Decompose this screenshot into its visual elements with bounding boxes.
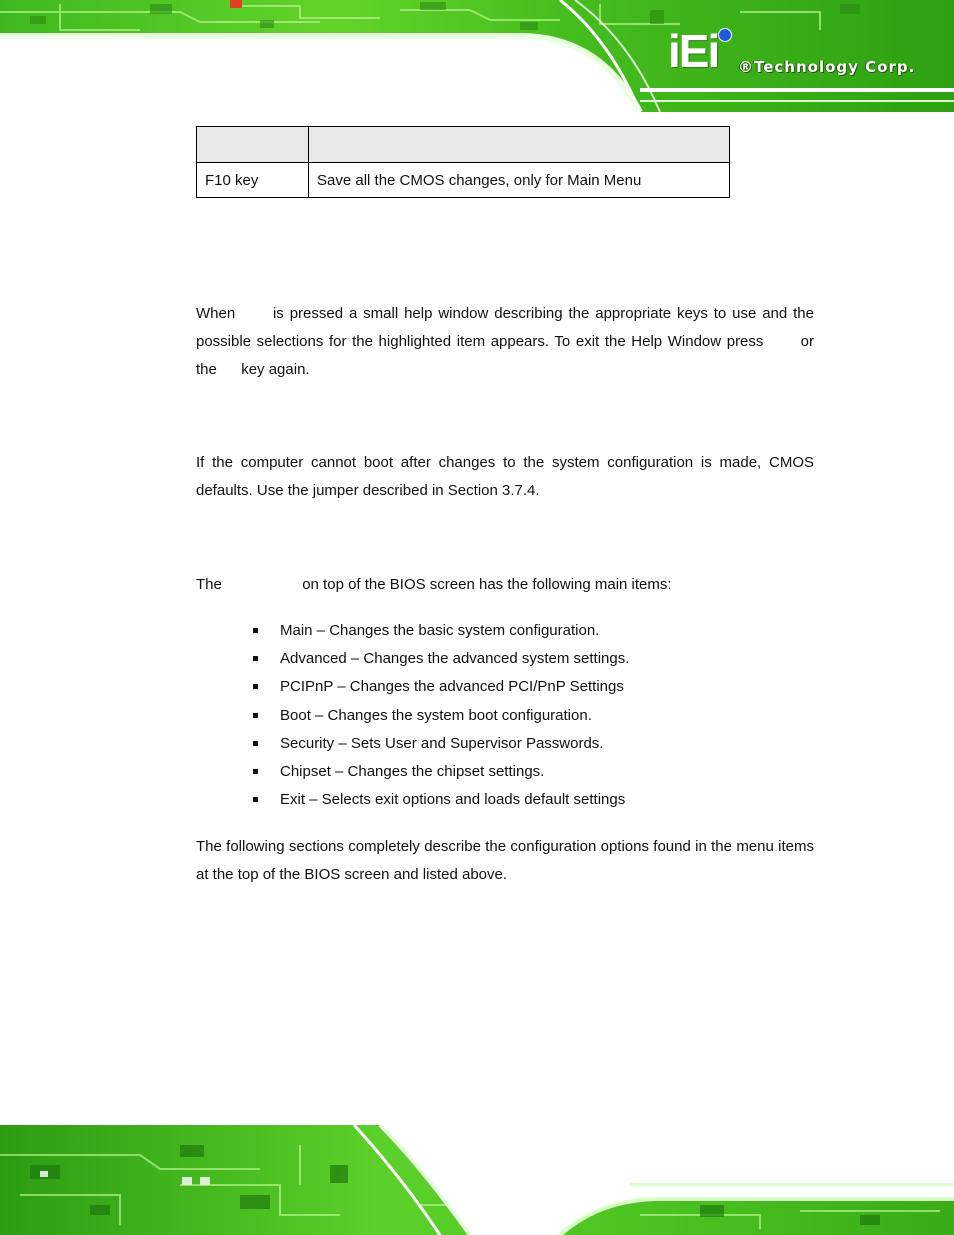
page-header-banner [0,0,954,112]
list-item-text: Chipset – Changes the chipset settings. [280,762,545,780]
menu-bar-intro [196,571,814,599]
table-header-row [197,127,730,163]
list-item-text: Main – Changes the basic system configuration. [280,622,600,639]
logo-dot-icon [718,28,732,42]
bullet-icon [253,713,258,718]
help-text-3: or the [196,333,814,378]
list-item [280,673,629,701]
list-item [280,730,629,758]
list-item [280,758,629,786]
list-item [280,645,629,673]
list-item [280,702,629,730]
list-item [280,786,629,814]
circuit-board-pattern-footer [0,1125,954,1235]
bullet-icon [253,797,258,802]
bullet-icon [253,656,258,661]
page-footer-banner [0,1125,954,1235]
logo-text: ®Technology Corp. [738,58,916,76]
help-text-2: is pressed a small help window describing the appropriate keys to use and the possible selections for the highlighted item appears. To exit the Help Window press [196,305,814,350]
list-item-text: Exit – Selects exit options and loads default settings [280,791,626,809]
list-item-text: Advanced – Changes the advanced system settings. [280,650,630,668]
list-item-text: Security – Sets User and Supervisor Passwords. [280,734,604,752]
logo-mark: iEi [668,25,719,77]
bullet-icon [253,684,258,689]
closing-paragraph: The following sections completely describe the configuration options found in the menu items at the top of the BIOS screen and listed above. [196,838,814,883]
menu-intro-start: The [196,576,222,593]
bullet-icon [253,769,258,774]
table-cell-description: Save all the CMOS changes, only for Main Menu [309,163,730,198]
reboot-paragraph: If the computer cannot boot after changes to the system configuration is made, CMOS defaults. Use the jumper described in Section 3.7.4. [196,454,814,499]
table-cell-key: F10 key [197,163,309,198]
table-header-function [309,127,730,163]
help-text-4: key again. [241,361,310,378]
bios-menu-items-list [280,617,629,814]
help-paragraph [196,300,814,384]
table-row [197,163,730,198]
iei-logo [668,25,918,80]
list-item-text: PCIPnP – Changes the advanced PCI/PnP Settings [280,678,624,696]
help-text-1: When [196,305,236,322]
bullet-icon [253,741,258,746]
navigation-keys-table [196,126,730,198]
list-item [280,617,629,645]
table-header-key [197,127,309,163]
menu-intro-end: on top of the BIOS screen has the following main items: [302,576,672,593]
bullet-icon [253,628,258,633]
list-item-text: Boot – Changes the system boot configuration. [280,706,592,724]
